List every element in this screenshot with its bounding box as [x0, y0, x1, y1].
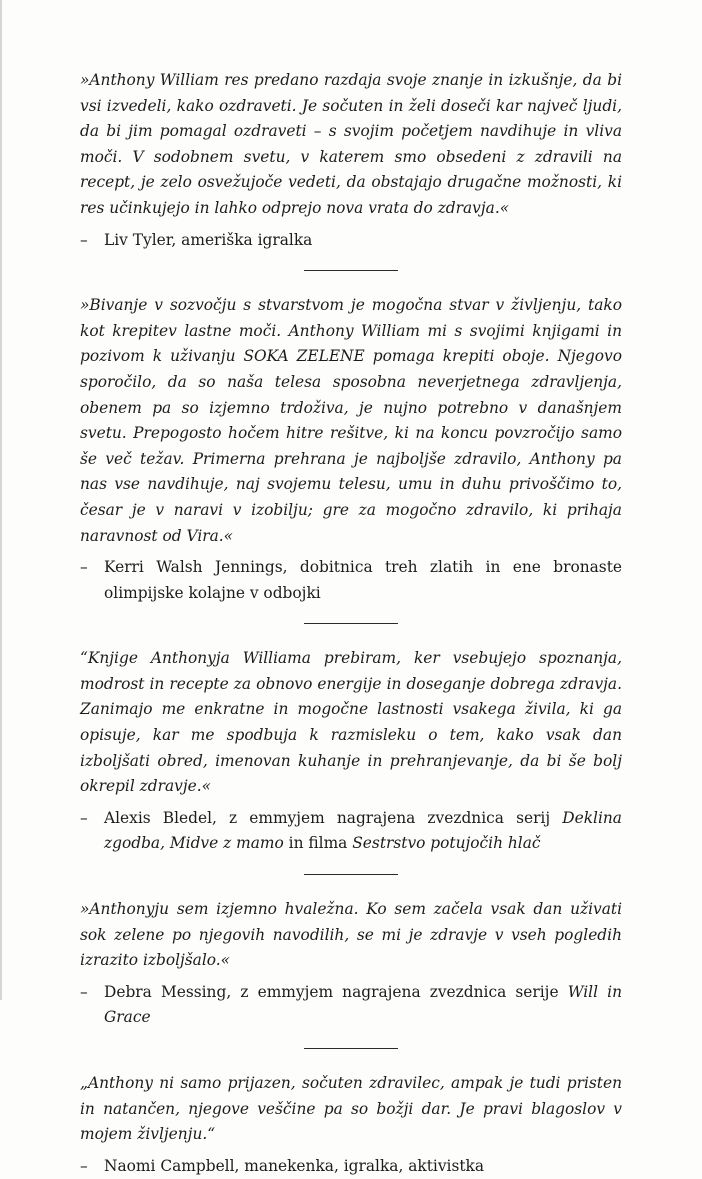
attribution-text: Naomi Campbell, manekenka, igralka, aktivistka — [104, 1156, 485, 1175]
section-divider — [304, 874, 398, 875]
attribution-text: Debra Messing, z emmyjem nagrajena zvezdnica serije — [104, 982, 559, 1001]
attribution-dash: – — [80, 1156, 88, 1175]
testimonial-quote: »Bivanje v sozvočju s stvarstvom je mogočna stvar v življenju, tako kot krepitev lastne moči. Anthony William mi s svojimi knjigami in pozivom k uživanju SOKA ZELENE pomaga krepiti oboje. Njegovo sporočilo, da so naša telesa sposobna neverjetnega zdravljenja, obenem pa so izjemno trdoživa, je nujno potrebno v današnjem svetu. Prepogosto hočem hitre rešitve, ki na koncu povzročijo samo še več težav. Primerna prehrana je najboljše zdravilo, Anthony pa nas vse navdihuje, naj svojemu telesu, umu in duhu privoščimo to, česar je v naravi v izobilju; gre za mogočno zdravilo, ki prihaja naravnost od Vira.« — [80, 296, 622, 545]
section-divider — [304, 623, 398, 624]
attribution-title: Sestrstvo potujočih hlač — [352, 834, 541, 853]
testimonial-alexis-bledel — [80, 646, 622, 857]
testimonial-attribution — [80, 980, 622, 1031]
attribution-dash: – — [80, 230, 88, 249]
attribution-dash: – — [80, 558, 88, 577]
testimonial-naomi-campbell — [80, 1071, 622, 1179]
attribution-text: in filma — [288, 834, 348, 853]
testimonial-quote: „Anthony ni samo prijazen, sočuten zdravilec, ampak je tudi pristen in natančen, njegove veščine pa so božji dar. Je pravi blagoslov v mojem življenju.“ — [80, 1074, 622, 1144]
testimonials-column — [80, 68, 622, 1179]
testimonial-liv-tyler — [80, 68, 622, 253]
testimonial-attribution — [80, 1154, 622, 1179]
section-divider — [304, 1048, 398, 1049]
testimonial-quote: »Anthonyju sem izjemno hvaležna. Ko sem začela vsak dan uživati sok zelene po njegovih navodilih, se mi je zdravje v vseh pogledih izrazito izboljšalo.« — [80, 900, 622, 970]
section-divider — [304, 270, 398, 271]
attribution-title: Will in Grace — [104, 982, 622, 1027]
testimonial-kerri-walsh-jennings — [80, 293, 622, 606]
testimonial-quote: “Knjige Anthonyja Williama prebiram, ker vsebujejo spoznanja, modrost in recepte za obnovo energije in doseganje dobrega zdravja. Zanimajo me enkratne in mogočne lastnosti vsakega živila, ki ga opisuje, kar me spodbuja k razmisleku o tem, kako vsak dan izboljšati obred, imenovan kuhanje in prehranjevanje, da bi še bolj okrepil zdravje.« — [80, 649, 622, 796]
attribution-dash: – — [80, 808, 88, 827]
testimonial-attribution — [80, 228, 622, 254]
attribution-dash: – — [80, 982, 88, 1001]
attribution-title: Deklina zgodba, Midve z mamo — [104, 808, 622, 853]
attribution-text: Liv Tyler, ameriška igralka — [104, 230, 313, 249]
testimonial-attribution — [80, 555, 622, 606]
testimonial-debra-messing — [80, 897, 622, 1031]
testimonial-quote: »Anthony William res predano razdaja svoje znanje in izkušnje, da bi vsi izvedeli, kako ozdraveti. Je sočuten in želi doseči kar največ ljudi, da bi jim pomagal ozdraveti – s svojim početjem navdihuje in vliva moči. V sodobnem svetu, v katerem smo obsedeni z zdravili na recept, je zelo osvežujoče vedeti, da obstajajo drugačne možnosti, ki res učinkujejo in lahko odprejo nova vrata do zdravja.« — [80, 71, 622, 217]
attribution-text: Kerri Walsh Jennings, dobitnica treh zlatih in ene bronaste olimpijske kolajne v odbojki — [104, 558, 622, 602]
testimonial-attribution — [80, 806, 622, 857]
attribution-text: Alexis Bledel, z emmyjem nagrajena zvezdnica serij — [104, 808, 551, 827]
